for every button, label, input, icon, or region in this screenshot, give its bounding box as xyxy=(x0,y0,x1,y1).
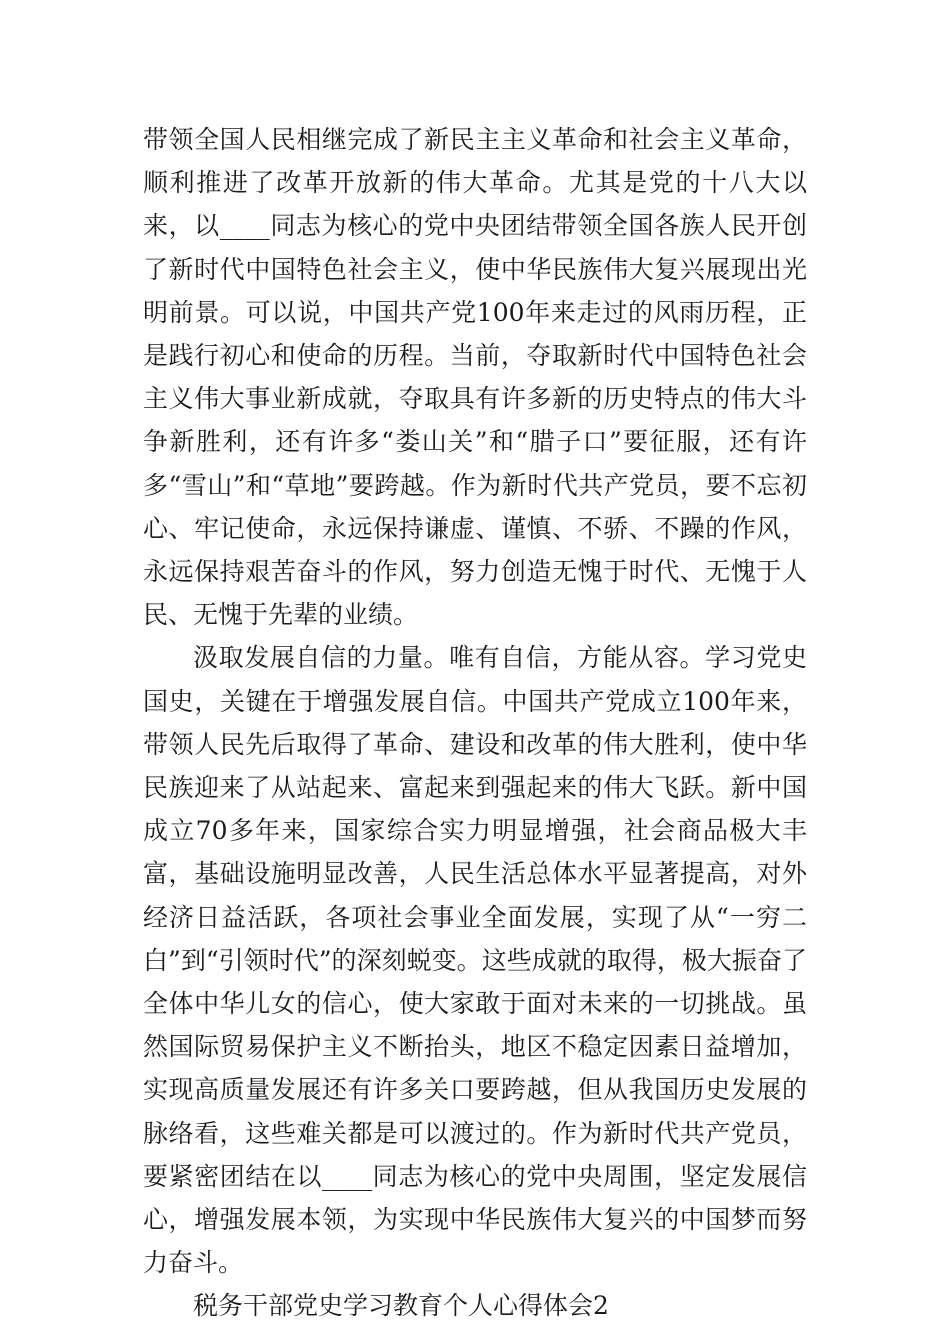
section-title: 税务干部党史学习教育个人心得体会2 xyxy=(193,1291,609,1321)
body-paragraph: 带领全国人民相继完成了新民主主义革命和社会主义革命，顺利推进了改革开放新的伟大革命。尤其是党的十八大以来，以____同志为核心的党中央团结带领全国各族人民开创了新时代中国特色社会主义，使中华民族伟大复兴展现出光明前景。可以说，中国共产党100年来走过的风雨历程，正是践行初心和使命的历程。当前，夺取新时代中国特色社会主义伟大事业新成就，夺取具有许多新的历史特点的伟大斗争新胜利，还有许多“娄山关”和“腊子口”要征服，还有许多“雪山”和“草地”要跨越。作为新时代共产党员，要不忘初心、牢记使命，永远保持谦虚、谨慎、不骄、不躁的作风，永远保持艰苦奋斗的作风，努力创造无愧于时代、无愧于人民、无愧于先辈的业绩。 xyxy=(143,125,807,630)
document-body xyxy=(143,118,807,1328)
body-paragraph: 汲取发展自信的力量。唯有自信，方能从容。学习党史国史，关键在于增强发展自信。中国共产党成立100年来，带领人民先后取得了革命、建设和改革的伟大胜利，使中华民族迎来了从站起来、富起来到强起来的伟大飞跃。新中国成立70多年来，国家综合实力明显增强，社会商品极大丰富，基础设施明显改善，人民生活总体水平显著提高，对外经济日益活跃，各项社会事业全面发展，实现了从“一穷二白”到“引领时代”的深刻蜕变。这些成就的取得，极大振奋了全体中华儿女的信心，使大家敢于面对未来的一切挑战。虽然国际贸易保护主义不断抬头，地区不稳定因素日益增加，实现高质量发展还有许多关口要跨越，但从我国历史发展的脉络看，这些难关都是可以渡过的。作为新时代共产党员，要紧密团结在以____同志为核心的党中央周围，坚定发展信心，增强发展本领，为实现中华民族伟大复兴的中国梦而努力奋斗。 xyxy=(143,643,807,1278)
